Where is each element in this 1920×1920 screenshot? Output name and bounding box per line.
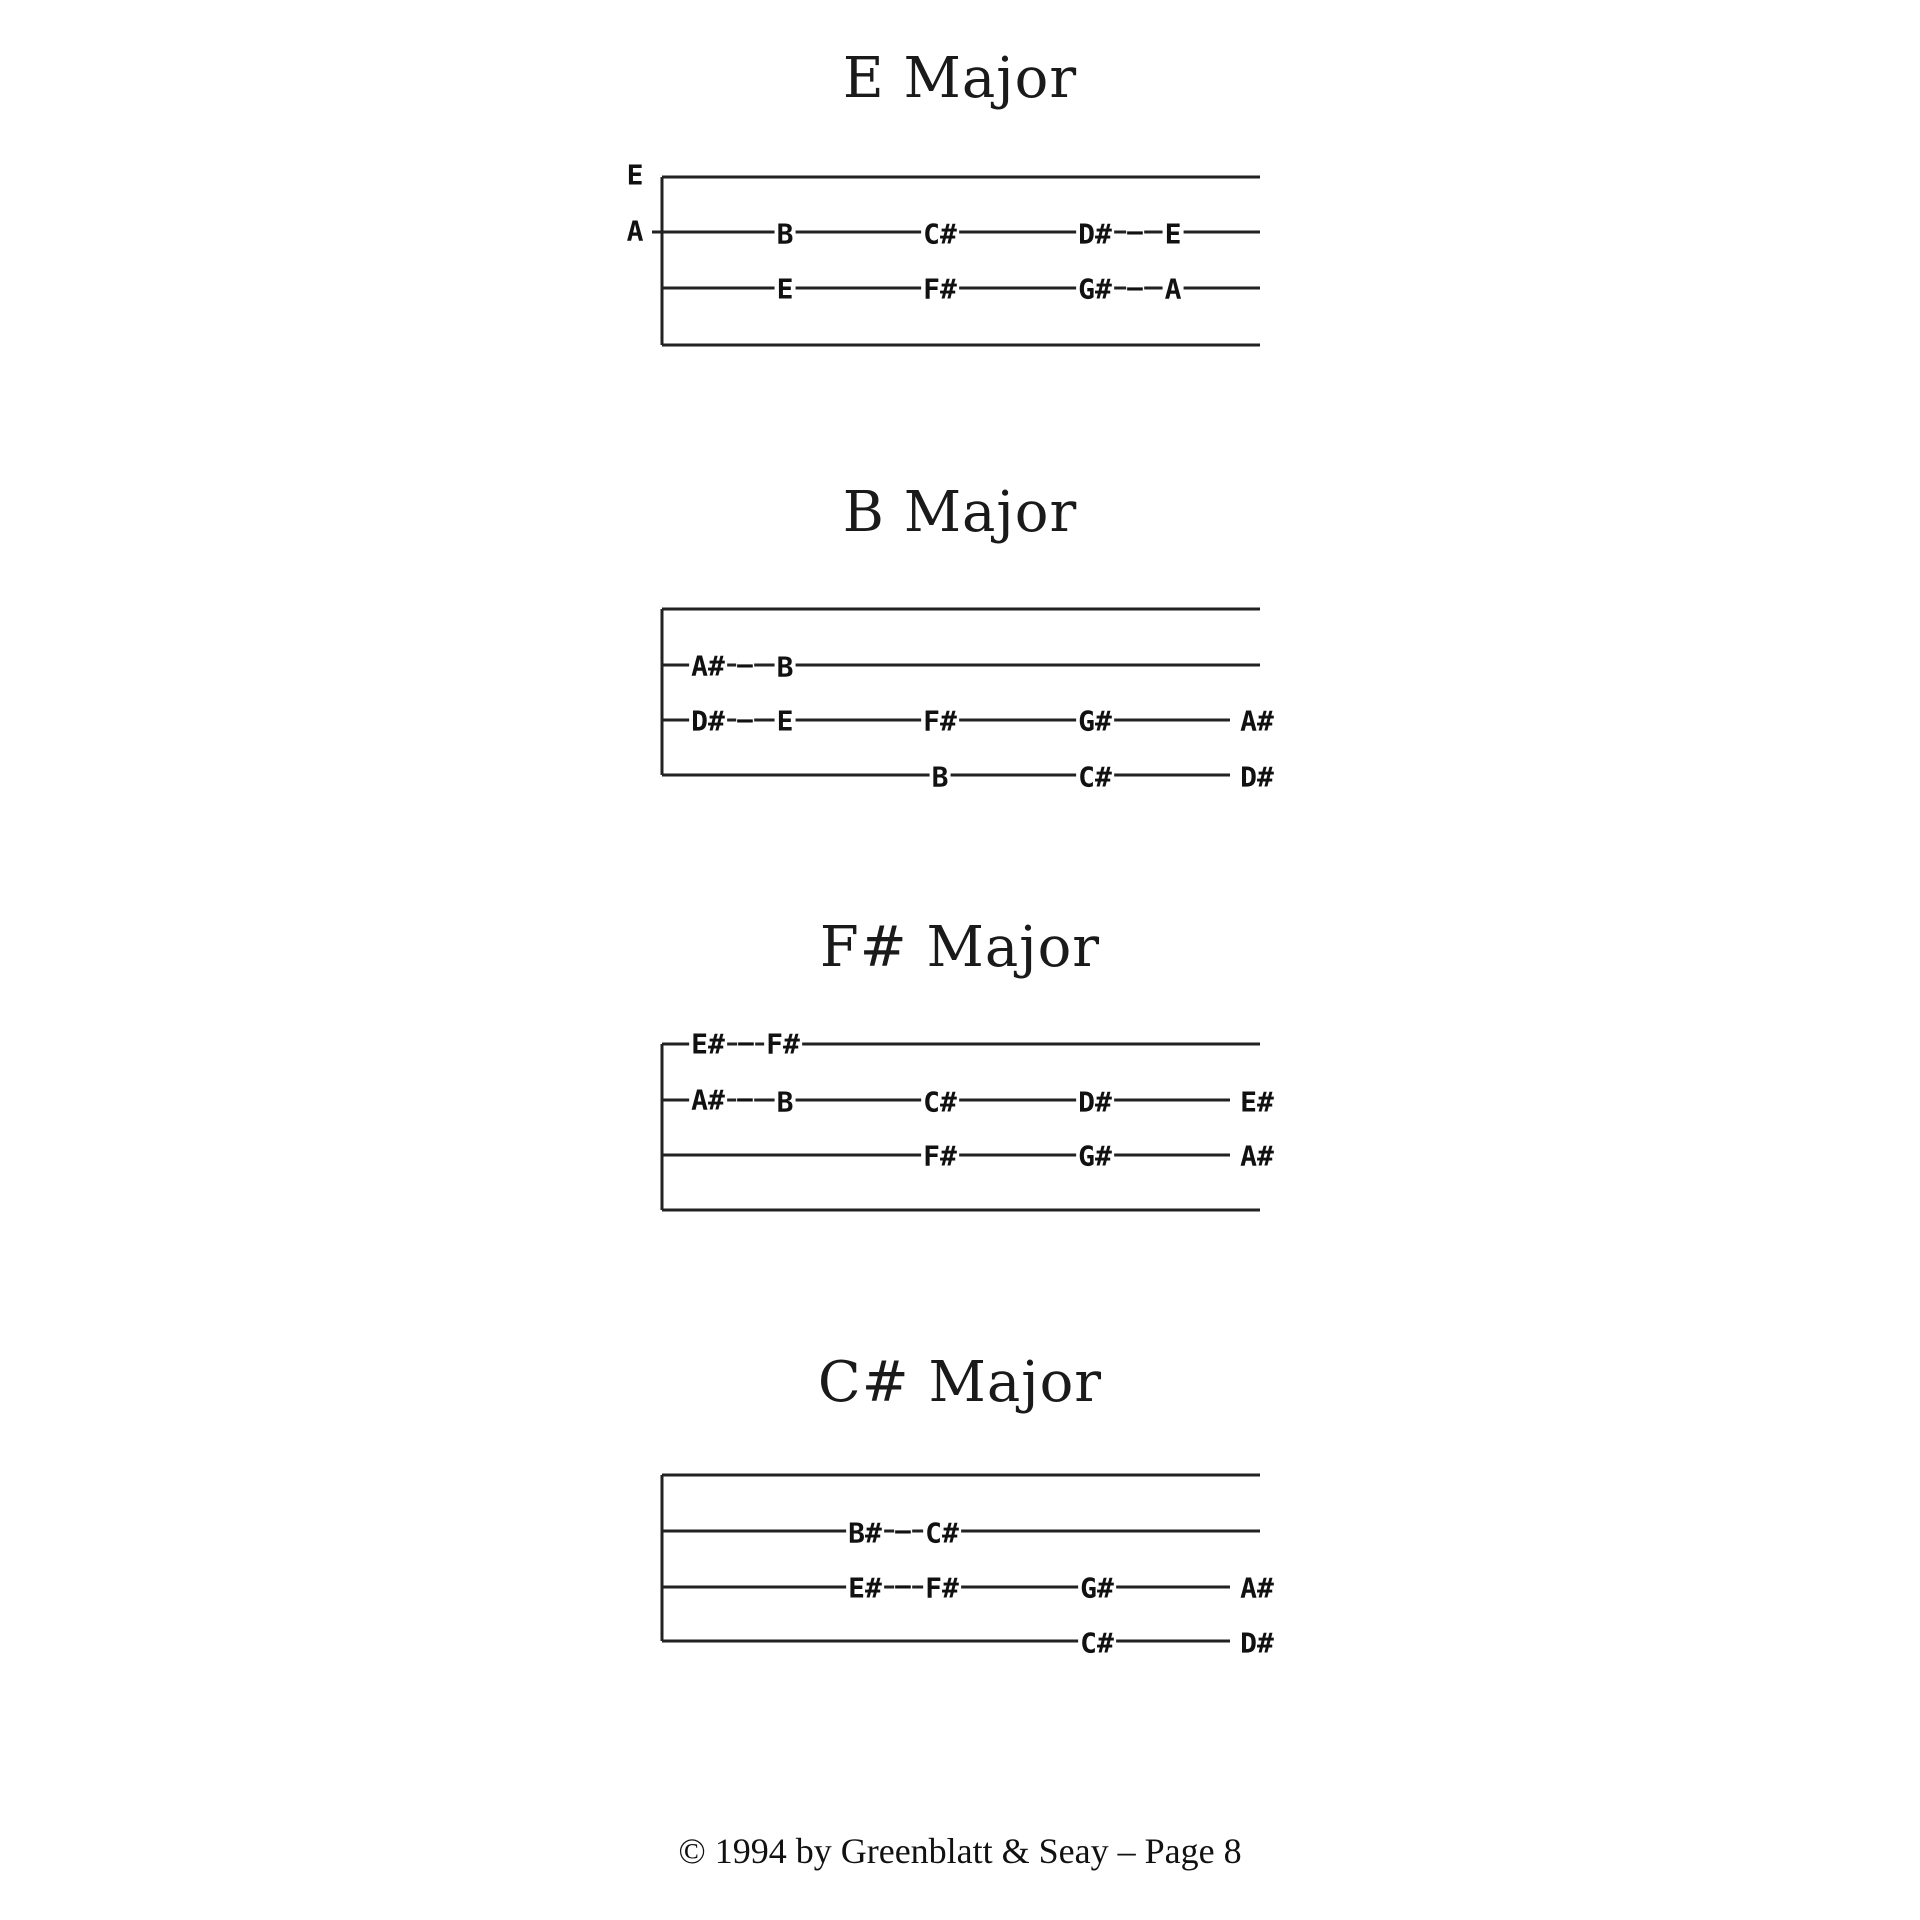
- page-footer-copyright: © 1994 by Greenblatt & Seay – Page 8: [678, 1831, 1242, 1871]
- tab-diagram-f-sharp-major: [620, 1027, 1320, 1232]
- scale-title-e-major: E Major: [842, 46, 1078, 111]
- note: E: [776, 704, 794, 738]
- note: D#: [1240, 1626, 1274, 1660]
- note: C#: [923, 1085, 957, 1119]
- note: A#: [1240, 1571, 1274, 1605]
- slur-dash: –: [737, 1084, 753, 1114]
- note: B: [776, 217, 794, 251]
- note: C#: [1080, 1626, 1114, 1660]
- note: G#: [1078, 704, 1112, 738]
- note: G#: [1078, 1139, 1112, 1173]
- slur-dash: –: [738, 1028, 754, 1058]
- note: B#: [848, 1516, 882, 1550]
- slur-dash: –: [895, 1516, 911, 1546]
- note: D#: [1240, 760, 1274, 794]
- note: B: [931, 760, 949, 794]
- note: A: [1164, 272, 1182, 306]
- note: G#: [1078, 272, 1112, 306]
- note: D#: [1078, 217, 1112, 251]
- note: D#: [1078, 1085, 1112, 1119]
- tab-diagram-b-major: [620, 597, 1320, 797]
- note: C#: [925, 1516, 959, 1550]
- note: A#: [1240, 704, 1274, 738]
- note: C#: [1078, 760, 1112, 794]
- note: E#: [848, 1571, 882, 1605]
- note: A#: [691, 1083, 725, 1117]
- tab-staff-e-major: [620, 165, 1320, 365]
- tab-staff-f-sharp-major: [620, 1032, 1320, 1232]
- note: G#: [1080, 1571, 1114, 1605]
- note: B: [776, 1085, 794, 1119]
- string-label-a: A: [626, 214, 644, 248]
- note: E: [1164, 217, 1182, 251]
- slur-dash: –: [737, 650, 753, 680]
- scale-title-f-sharp-major: F# Major: [819, 915, 1101, 980]
- note: A#: [1240, 1139, 1274, 1173]
- note: F#: [923, 704, 957, 738]
- note: F#: [925, 1571, 959, 1605]
- slur-dash: –: [1127, 273, 1143, 303]
- scale-title-c-sharp-major: C# Major: [817, 1350, 1103, 1415]
- note: E#: [691, 1027, 725, 1061]
- note: B: [776, 650, 794, 684]
- note: F#: [766, 1027, 800, 1061]
- tab-diagram-c-sharp-major: [620, 1463, 1320, 1663]
- slur-dash: –: [895, 1571, 911, 1601]
- note: F#: [923, 272, 957, 306]
- note: E: [776, 272, 794, 306]
- scale-title-b-major: B Major: [842, 480, 1078, 545]
- note: D#: [691, 704, 725, 738]
- tab-staff-b-major: [620, 597, 1320, 797]
- note: F#: [923, 1139, 957, 1173]
- note: A#: [691, 649, 725, 683]
- slur-dash: –: [737, 705, 753, 735]
- note: C#: [923, 217, 957, 251]
- slur-dash: –: [1127, 217, 1143, 247]
- string-label-e: E: [626, 158, 644, 192]
- tab-staff-c-sharp-major: [620, 1463, 1320, 1663]
- note: E#: [1240, 1085, 1274, 1119]
- tab-diagram-e-major: [620, 158, 1320, 365]
